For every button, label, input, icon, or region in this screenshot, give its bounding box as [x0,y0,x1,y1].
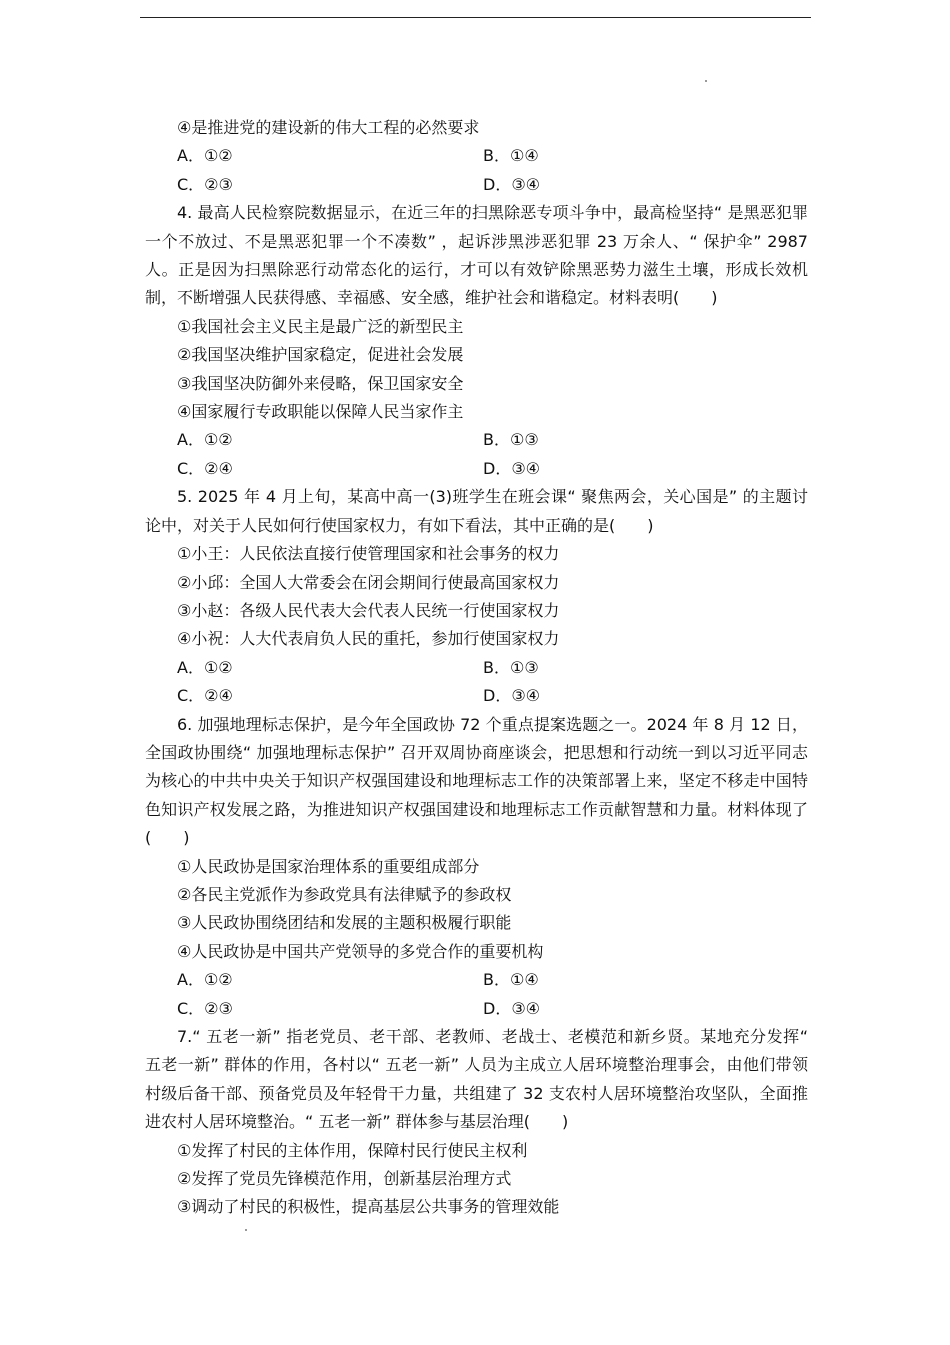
choice-row [145,995,808,1023]
question-3-tail [145,114,808,199]
choice-c[interactable]: C．②④ [177,458,233,478]
choice-row [145,966,808,994]
choice-row [145,142,808,170]
choice-row [145,455,808,483]
choice-c[interactable]: C．②③ [177,174,233,194]
statement: ④国家履行专政职能以保障人民当家作主 [177,402,464,422]
choice-c[interactable]: C．②④ [177,686,233,706]
header-rule [140,17,811,18]
choice-a[interactable]: A．①② [177,430,233,450]
choice-d[interactable]: D．③④ [483,458,541,478]
statement: ④小祝：人大代表肩负人民的重托，参加行使国家权力 [177,629,560,649]
choice-b[interactable]: B．①④ [483,146,539,166]
question-stem: 4. 最高人民检察院数据显示，在近三年的扫黑除恶专项斗争中，最高检坚持“ 是黑恶犯罪一个不放过、不是黑恶犯罪一个不凑数” ，起诉涉黑涉恶犯罪 23 万余人、“ 保护伞” 2987 人。正是因为扫黑除恶行动常态化的运行，才可以有效铲除黑恶势力滋生土壤，形成长效机制，不断增强人民获得感、幸福感、安全感，维护社会和谐稳定。材料表明( ) [145,203,808,308]
choice-d[interactable]: D．③④ [483,998,541,1018]
choice-b[interactable]: B．①③ [483,430,539,450]
statement: ①小王：人民依法直接行使管理国家和社会事务的权力 [177,544,560,564]
statement: ③调动了村民的积极性，提高基层公共事务的管理效能 [177,1197,560,1217]
statement: ③人民政协围绕团结和发展的主题积极履行职能 [177,913,512,933]
choice-row [145,171,808,199]
question-stem: 6. 加强地理标志保护，是今年全国政协 72 个重点提案选题之一。2024 年 8 月 12 日，全国政协围绕“ 加强地理标志保护” 召开双周协商座谈会，把思想和行动统一到以习近平同志为核心的中共中央关于知识产权强国建设和地理标志工作的决策部署上来，坚定不移走中国特色知识产权发展之路，为推进知识产权强国建设和地理标志工作贡献智慧和力量。材料体现了( ) [145,714,808,848]
choice-a[interactable]: A．①② [177,657,233,677]
question-stem: 7.“ 五老一新” 指老党员、老干部、老教师、老战士、老模范和新乡贤。某地充分发挥“ 五老一新” 群体的作用，各村以“ 五老一新” 人员为主成立人居环境整治理事会，由他们带领村级后备干部、预备党员及年轻骨干力量，共组建了 32 支农村人居环境整治攻坚队，全面推进农村人居环境整治。“ 五老一新” 群体参与基层治理( ) [145,1027,808,1132]
choice-d[interactable]: D．③④ [483,686,541,706]
question-4 [145,199,808,483]
scan-speck [705,80,707,82]
question-5 [145,483,808,710]
choice-b[interactable]: B．①④ [483,970,539,990]
choice-a[interactable]: A．①② [177,146,233,166]
choice-row [145,426,808,454]
question-7 [145,1023,808,1222]
choice-a[interactable]: A．①② [177,970,233,990]
choice-c[interactable]: C．②③ [177,998,233,1018]
statement: ①我国社会主义民主是最广泛的新型民主 [177,316,464,336]
statement: ③小赵：各级人民代表大会代表人民统一行使国家权力 [177,600,560,620]
page-content [145,114,808,1222]
question-6 [145,711,808,1023]
statement: ①人民政协是国家治理体系的重要组成部分 [177,856,480,876]
question-stem: 5. 2025 年 4 月上旬，某高中高一(3)班学生在班会课“ 聚焦两会，关心国是” 的主题讨论中，对关于人民如何行使国家权力，有如下看法，其中正确的是( ) [145,487,808,535]
statement: ②我国坚决维护国家稳定，促进社会发展 [177,345,464,365]
statement: ④是推进党的建设新的伟大工程的必然要求 [177,118,480,137]
choice-b[interactable]: B．①③ [483,657,539,677]
choice-row [145,682,808,710]
choice-d[interactable]: D．③④ [483,174,541,194]
scan-speck [245,1229,247,1231]
statement: ②发挥了党员先锋模范作用，创新基层治理方式 [177,1169,512,1189]
statement: ④人民政协是中国共产党领导的多党合作的重要机构 [177,941,544,961]
choice-row [145,654,808,682]
statement: ②小邱：全国人大常委会在闭会期间行使最高国家权力 [177,572,560,592]
statement: ②各民主党派作为参政党具有法律赋予的参政权 [177,884,512,904]
statement: ③我国坚决防御外来侵略，保卫国家安全 [177,373,464,393]
statement: ①发挥了村民的主体作用，保障村民行使民主权利 [177,1140,528,1160]
